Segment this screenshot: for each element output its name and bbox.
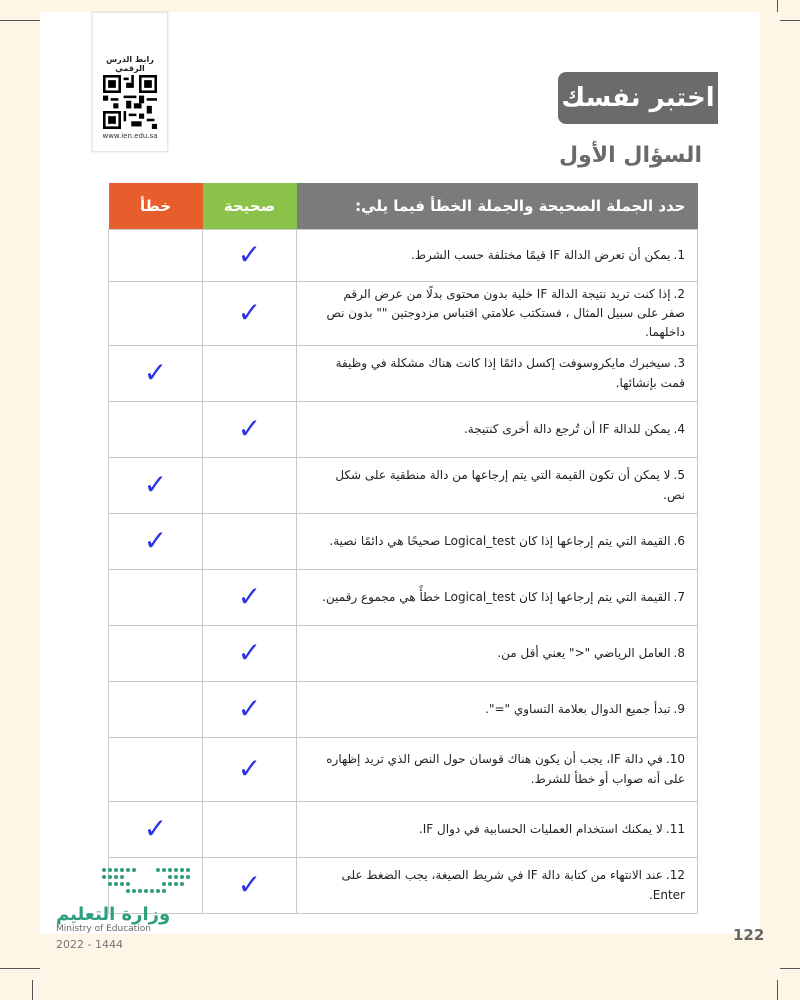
true-cell[interactable] bbox=[203, 282, 297, 346]
check-icon: ✓ bbox=[143, 355, 168, 389]
year-label: 2022 - 1444 bbox=[56, 938, 123, 951]
questions-table bbox=[108, 183, 698, 914]
question-text: يمكن للدالة IF أن تُرجع دالة أخرى كنتيجة. bbox=[463, 421, 671, 436]
test-yourself-badge: اختبر نفسك bbox=[558, 72, 718, 124]
question-text: العامل الرياضي "<" يعني أقل من. bbox=[497, 645, 671, 660]
question-text: سيخبرك مايكروسوفت إكسل دائمًا إذا كانت هناك مشكلة في وظيفة قمت بإنشائها. bbox=[335, 356, 685, 390]
question-number: 11. bbox=[665, 821, 685, 836]
true-cell[interactable] bbox=[203, 802, 297, 858]
true-cell[interactable] bbox=[203, 458, 297, 514]
table-row bbox=[109, 802, 698, 858]
false-cell[interactable] bbox=[109, 738, 203, 802]
table-row bbox=[109, 626, 698, 682]
question-number: 10. bbox=[665, 752, 685, 767]
question-cell bbox=[297, 346, 698, 402]
check-icon: ✓ bbox=[143, 467, 168, 501]
qr-title: رابط الدرس الرقمي bbox=[106, 55, 154, 73]
ministry-name-en: Ministry of Education bbox=[56, 924, 151, 934]
true-cell[interactable] bbox=[203, 346, 297, 402]
table-row bbox=[109, 514, 698, 570]
true-cell[interactable] bbox=[203, 570, 297, 626]
question-text: إذا كنت تريد نتيجة الدالة IF خلية بدون محتوى بدلًا من عرض الرقم صفر على سبيل المثال ، فستكتب علامتي اقتباس مزدوجتين "" بدون نص داخلهما. bbox=[326, 286, 685, 340]
check-icon: ✓ bbox=[237, 411, 262, 445]
question-cell bbox=[297, 682, 698, 738]
question-cell bbox=[297, 514, 698, 570]
false-cell[interactable] bbox=[109, 682, 203, 738]
false-cell[interactable] bbox=[109, 802, 203, 858]
table-row bbox=[109, 682, 698, 738]
section-title: السؤال الأول bbox=[559, 143, 702, 168]
qr-url[interactable]: www.ien.edu.sa bbox=[102, 132, 158, 140]
true-cell[interactable] bbox=[203, 682, 297, 738]
check-icon: ✓ bbox=[237, 751, 262, 785]
question-text: القيمة التي يتم إرجاعها إذا كان Logical_test صحيحًا هي دائمًا نصية. bbox=[329, 533, 671, 548]
check-icon: ✓ bbox=[237, 691, 262, 725]
question-number: 4. bbox=[673, 421, 685, 436]
question-number: 2. bbox=[673, 286, 685, 301]
question-cell bbox=[297, 230, 698, 282]
false-cell[interactable] bbox=[109, 402, 203, 458]
check-icon: ✓ bbox=[237, 295, 262, 329]
question-cell bbox=[297, 858, 698, 914]
header-true: صحيحة bbox=[203, 183, 297, 230]
false-cell[interactable] bbox=[109, 230, 203, 282]
true-cell[interactable] bbox=[203, 626, 297, 682]
table-row bbox=[109, 738, 698, 802]
header-question: حدد الجملة الصحيحة والجملة الخطأ فيما يلي: bbox=[297, 183, 698, 230]
true-cell[interactable] bbox=[203, 514, 297, 570]
question-cell bbox=[297, 458, 698, 514]
check-icon: ✓ bbox=[143, 811, 168, 845]
check-icon: ✓ bbox=[237, 579, 262, 613]
ministry-dots-icon bbox=[100, 864, 200, 900]
table-row bbox=[109, 570, 698, 626]
table-row bbox=[109, 458, 698, 514]
question-text: عند الانتهاء من كتابة دالة IF في شريط الصيغة، يجب الضغط على Enter. bbox=[341, 868, 685, 902]
question-number: 3. bbox=[673, 356, 685, 371]
table-header-row bbox=[109, 183, 698, 230]
true-cell[interactable] bbox=[203, 858, 297, 914]
false-cell[interactable] bbox=[109, 626, 203, 682]
question-text: يمكن أن تعرض الدالة IF قيمًا مختلفة حسب الشرط. bbox=[411, 247, 671, 262]
true-cell[interactable] bbox=[203, 738, 297, 802]
qr-code-icon bbox=[103, 75, 157, 129]
false-cell[interactable] bbox=[109, 514, 203, 570]
check-icon: ✓ bbox=[237, 635, 262, 669]
question-number: 5. bbox=[673, 468, 685, 483]
check-icon: ✓ bbox=[237, 237, 262, 271]
question-cell bbox=[297, 402, 698, 458]
true-cell[interactable] bbox=[203, 230, 297, 282]
question-text: لا يمكنك استخدام العمليات الحسابية في دوال IF. bbox=[418, 821, 663, 836]
false-cell[interactable] bbox=[109, 570, 203, 626]
question-number: 7. bbox=[673, 589, 685, 604]
question-number: 12. bbox=[665, 868, 685, 883]
false-cell[interactable] bbox=[109, 282, 203, 346]
question-cell bbox=[297, 802, 698, 858]
question-cell bbox=[297, 570, 698, 626]
check-icon: ✓ bbox=[143, 523, 168, 557]
question-number: 8. bbox=[673, 645, 685, 660]
table-row bbox=[109, 346, 698, 402]
question-cell bbox=[297, 282, 698, 346]
table-row bbox=[109, 230, 698, 282]
header-false: خطأ bbox=[109, 183, 203, 230]
page-number: 122 bbox=[733, 926, 765, 944]
table-row bbox=[109, 402, 698, 458]
false-cell[interactable] bbox=[109, 346, 203, 402]
qr-code-box[interactable] bbox=[92, 12, 168, 152]
false-cell[interactable] bbox=[109, 458, 203, 514]
question-text: في دالة IF، يجب أن يكون هناك قوسان حول النص الذي تريد إظهاره على أنه صواب أو خطأ للشرط. bbox=[326, 752, 685, 786]
question-text: القيمة التي يتم إرجاعها إذا كان Logical_test خطأً هي مجموع رقمين. bbox=[322, 589, 671, 604]
ministry-name-ar: وزارة التعليم bbox=[56, 904, 171, 925]
question-number: 1. bbox=[673, 247, 685, 262]
question-cell bbox=[297, 738, 698, 802]
true-cell[interactable] bbox=[203, 402, 297, 458]
table-row bbox=[109, 282, 698, 346]
question-text: تبدأ جميع الدوال بعلامة التساوي "=". bbox=[485, 701, 671, 716]
question-text: لا يمكن أن تكون القيمة التي يتم إرجاعها من دالة منطقية على شكل نص. bbox=[335, 468, 685, 502]
check-icon: ✓ bbox=[237, 867, 262, 901]
question-number: 6. bbox=[673, 533, 685, 548]
question-number: 9. bbox=[673, 701, 685, 716]
question-cell bbox=[297, 626, 698, 682]
